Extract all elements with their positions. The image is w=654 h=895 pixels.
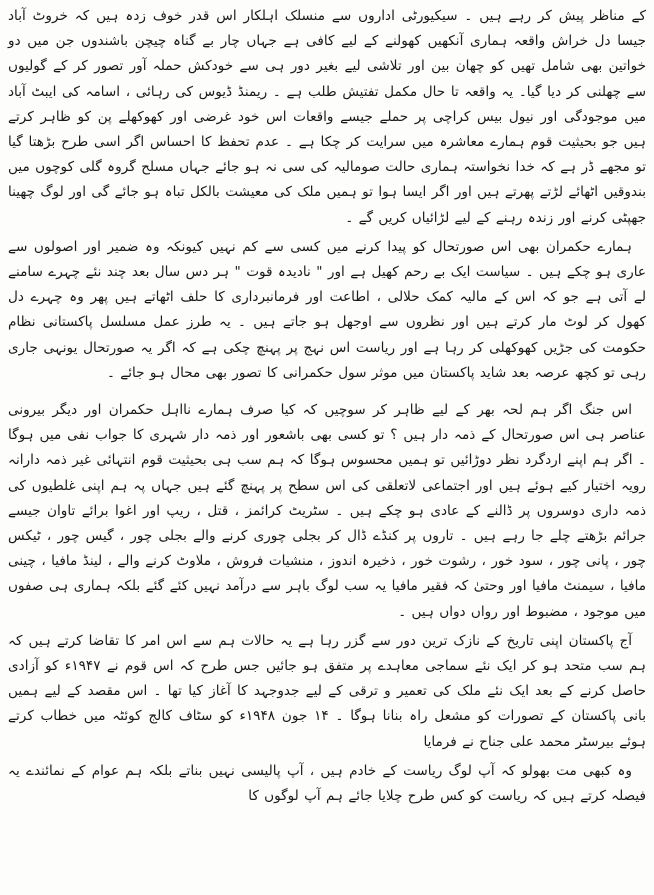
paragraph-3: اس جنگ اگر ہم لحہ بھر کے لیے ظاہر کر سوچیں کہ کیا صرف ہمارے نااہل حکمران اور دیگر بیرونی عناصر ہی اس صورتحال کے ذمہ دار ہیں ؟ تو کسی بھی باشعور اور ذمہ دار شہری کا جواب نفی میں ہوگا ۔ اگر ہم اپنے اردگرد نظر دوڑائیں تو ہمیں محسوس ہوگا کہ ہم سب ہی بحیثیت قوم انتہائی غیر ذمہ دارانہ رویہ اختیار کیے ہوئے ہیں اور اجتماعی لاتعلقی کی اس سطح پر پہنچ گئے ہیں جہاں پہ ہم اپنی غلطیوں کی ذمہ داری دوسروں پر ڈالنے کے عادی ہو چکے ہیں ۔ سٹریٹ کرائمز ، قتل ، ریپ اور اغوا برائے تاوان جیسے جرائم بڑھتے چلے جا رہے ہیں ۔ تاروں پر کنڈے ڈال کر بجلی چوری کرنے والے بجلی چور ، گیس چور ، ٹیکس چور ، پانی چور ، سود خور ، رشوت خور ، ذخیرہ اندوز ، منشیات فروش ، ملاوٹ کرنے والے ، لینڈ مافیا ، چینی مافیا ، سیمنٹ مافیا اور وحتیٰ کہ فقیر مافیا یہ سب لوگ باہر سے درآمد نہیں کئے گئے بلکہ ہماری ہی صفوں میں موجود ، مضبوط اور رواں دواں ہیں ۔ bbox=[8, 402, 646, 620]
paragraph-2: ہمارے حکمران بھی اس صورتحال کو پیدا کرنے میں کسی سے کم نہیں کیونکہ وہ ضمیر اور اصولوں سے عاری ہو چکے ہیں ۔ سیاست ایک بے رحم کھیل ہے اور " نادیدہ قوت " ہر دس سال بعد چند نئے چہرے سامنے لے آتی ہے جو کہ اس کے مالیہ کمک حلالی ، اطاعت اور فرمانبرداری کا حلف اٹھاتے ہیں پھر وہ چہرے دل کھول کر لوٹ مار کرتے ہیں اور نظروں سے اوجھل ہو جاتے ہیں ۔ یہ طرز عمل مسلسل پاکستانی نظام حکومت کی جڑیں کھوکھلی کر رہا ہے اور ریاست اس نہج پر پہنچ چکی ہے کہ اگر یہ صورتحال یونہی جاری رہی تو کچھ عرصہ بعد شاید پاکستان میں موثر سول حکمرانی کا تصور بھی محال ہو جائے ۔ bbox=[8, 238, 646, 381]
paragraph-1: کے مناظر پیش کر رہے ہیں ۔ سیکیورٹی اداروں سے منسلک اہلکار اس قدر خوف زدہ ہیں کہ خروٹ آباد جیسا دل خراش واقعہ ہماری آنکھیں کھولنے کے لیے کافی ہے جہاں چار بے گناہ چیچن باشندوں جن میں دو خواتین بھی شامل تھیں کو چھان بین اور تلاشی لیے بغیر دور ہی سے خودکش حملہ آور تصور کر کے گولیوں سے چھلنی کر دیا گیا۔ یہ واقعہ تا حال مکمل تفتیش طلب ہے ۔ ریمنڈ ڈیوس کی رہائی ، اسامہ کی ایبٹ آباد میں موجودگی اور نیول بیس کراچی پر حملے جیسے واقعات اس خود غرضی اور کھوکھلے پن کو ظاہر کرتے ہیں جو بحیثیت قوم ہمارے معاشرہ میں سرایت کر چکا ہے ۔ عدم تحفظ کا احساس اگر اسی طرح بڑھتا گیا تو مجھے ڈر ہے کہ خدا نخواستہ ہماری حالت صومالیہ کی سی نہ ہو جائے جہاں مسلح گروہ گلی کوچوں میں بندوقیں اٹھائے لڑتے پھرتے ہیں اور اگر ایسا ہوا تو ہمیں ملک کی معیشت بالکل تباہ ہو جائے گی اور لوگ چھینا جھپٹی کرنے اور زندہ رہنے کے لیے لڑائیاں کریں گے ۔ bbox=[8, 8, 646, 226]
paragraph-4: آج پاکستان اپنی تاریخ کے نازک ترین دور سے گزر رہا ہے یہ حالات ہم سے اس امر کا تقاضا کرتے ہیں کہ ہم سب متحد ہو کر ایک نئے سماجی معاہدے پر متفق ہو جائیں جس طرح کہ اس قوم نے ۱۹۴۷ء کو آزادی حاصل کرنے کے بعد ایک نئے ملک کی تعمیر و ترقی کے لیے جدوجہد کا آغاز کیا تھا ۔ اس مقصد کے لیے ہمیں بانی پاکستان کے تصورات کو مشعل راہ بنانا ہوگا ۔ ۱۴ جون ۱۹۴۸ء کو سٹاف کالج کوئٹہ میں خطاب کرتے ہوئے بیرسٹر محمد علی جناح نے فرمایا bbox=[8, 632, 646, 750]
paragraph-5: وہ کبھی مت بھولو کہ آپ لوگ ریاست کے خادم ہیں ، آپ پالیسی نہیں بناتے بلکہ ہم عوام کے نمائندے یہ فیصلہ کرتے ہیں کہ ریاست کو کس طرح چلایا جائے ہم آپ لوگوں کا bbox=[8, 762, 646, 805]
